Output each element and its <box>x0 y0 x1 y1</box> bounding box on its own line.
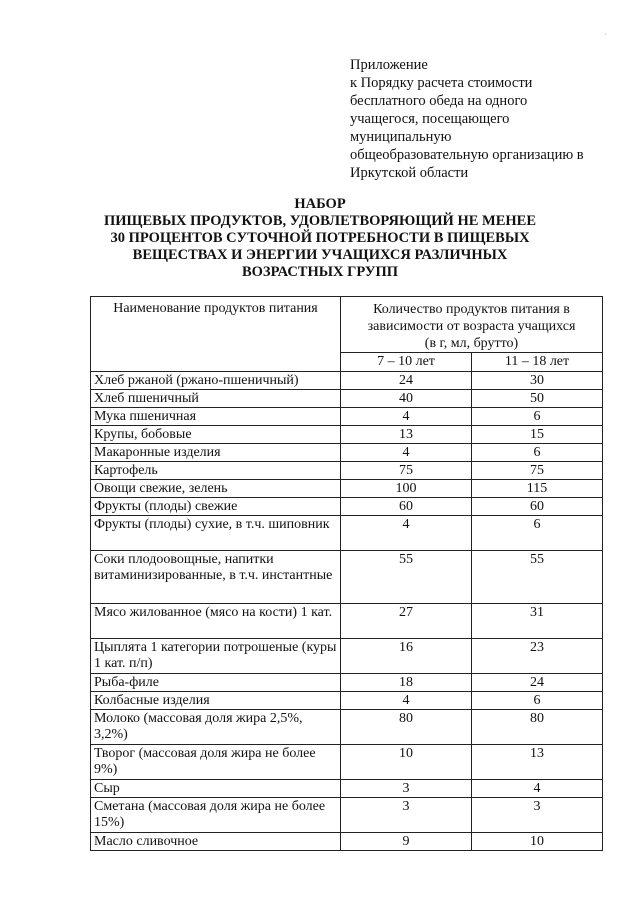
document-title <box>60 196 580 281</box>
product-name-cell: Колбасные изделия <box>91 692 341 710</box>
table-row <box>91 498 603 516</box>
title-line: ВЕЩЕСТВАХ И ЭНЕРГИИ УЧАЩИХСЯ РАЗЛИЧНЫХ <box>132 247 508 263</box>
quantity-11-18-cell: 6 <box>472 692 603 710</box>
quantity-11-18-cell: 6 <box>472 444 603 462</box>
quantity-11-18-cell: 23 <box>472 639 603 674</box>
product-name-cell: Крупы, бобовые <box>91 426 341 444</box>
quantity-7-10-cell: 40 <box>341 390 472 408</box>
table-row <box>91 516 603 551</box>
quantity-7-10-cell: 4 <box>341 408 472 426</box>
quantity-11-18-cell: 10 <box>472 833 603 851</box>
table-row <box>91 780 603 798</box>
product-name-cell: Картофель <box>91 462 341 480</box>
table-row <box>91 604 603 639</box>
table-row <box>91 833 603 851</box>
header-quantity <box>341 297 603 353</box>
title-line: 30 ПРОЦЕНТОВ СУТОЧНОЙ ПОТРЕБНОСТИ В ПИЩЕВЫХ <box>110 230 530 246</box>
product-name-cell: Мясо жилованное (мясо на кости) 1 кат. <box>91 604 341 639</box>
quantity-7-10-cell: 13 <box>341 426 472 444</box>
quantity-7-10-cell: 16 <box>341 639 472 674</box>
appendix-line: учащегося, посещающего <box>350 111 510 127</box>
quantity-7-10-cell: 3 <box>341 780 472 798</box>
table-row <box>91 692 603 710</box>
quantity-11-18-cell: 6 <box>472 408 603 426</box>
quantity-7-10-cell: 4 <box>341 692 472 710</box>
scan-artifact-dot: · <box>604 30 607 39</box>
quantity-11-18-cell: 15 <box>472 426 603 444</box>
product-name-cell: Мука пшеничная <box>91 408 341 426</box>
product-name-cell: Макаронные изделия <box>91 444 341 462</box>
quantity-7-10-cell: 3 <box>341 798 472 833</box>
header-product-name: Наименование продуктов питания <box>91 297 341 372</box>
quantity-11-18-cell: 80 <box>472 710 603 745</box>
product-name-cell: Рыба-филе <box>91 674 341 692</box>
product-name-cell: Хлеб ржаной (ржано-пшеничный) <box>91 372 341 390</box>
quantity-11-18-cell: 3 <box>472 798 603 833</box>
table-row <box>91 444 603 462</box>
quantity-7-10-cell: 18 <box>341 674 472 692</box>
header-age-11-18: 11 – 18 лет <box>472 353 603 372</box>
food-products-table <box>90 296 603 851</box>
quantity-7-10-cell: 9 <box>341 833 472 851</box>
title-line: ПИЩЕВЫХ ПРОДУКТОВ, УДОВЛЕТВОРЯЮЩИЙ НЕ МЕНЕЕ <box>104 213 536 229</box>
table-row <box>91 426 603 444</box>
quantity-7-10-cell: 80 <box>341 710 472 745</box>
header-age-7-10: 7 – 10 лет <box>341 353 472 372</box>
quantity-11-18-cell: 4 <box>472 780 603 798</box>
quantity-11-18-cell: 50 <box>472 390 603 408</box>
quantity-7-10-cell: 100 <box>341 480 472 498</box>
quantity-11-18-cell: 6 <box>472 516 603 551</box>
table-row <box>91 390 603 408</box>
quantity-7-10-cell: 4 <box>341 516 472 551</box>
quantity-11-18-cell: 60 <box>472 498 603 516</box>
product-name-cell: Овощи свежие, зелень <box>91 480 341 498</box>
quantity-7-10-cell: 60 <box>341 498 472 516</box>
quantity-11-18-cell: 75 <box>472 462 603 480</box>
quantity-7-10-cell: 55 <box>341 551 472 604</box>
appendix-line: Иркутской области <box>350 165 469 181</box>
table-row <box>91 462 603 480</box>
table-row <box>91 745 603 780</box>
quantity-7-10-cell: 75 <box>341 462 472 480</box>
table-row <box>91 480 603 498</box>
quantity-7-10-cell: 27 <box>341 604 472 639</box>
table-row <box>91 372 603 390</box>
appendix-line: к Порядку расчета стоимости <box>350 75 533 91</box>
quantity-11-18-cell: 13 <box>472 745 603 780</box>
product-name-cell: Масло сливочное <box>91 833 341 851</box>
appendix-note <box>350 56 620 182</box>
quantity-11-18-cell: 30 <box>472 372 603 390</box>
quantity-7-10-cell: 4 <box>341 444 472 462</box>
table-row <box>91 408 603 426</box>
quantity-11-18-cell: 55 <box>472 551 603 604</box>
table-row <box>91 798 603 833</box>
title-line: НАБОР <box>294 196 346 212</box>
header-quantity-line: зависимости от возраста учащихся <box>367 319 576 334</box>
product-name-cell: Фрукты (плоды) сухие, в т.ч. шиповник <box>91 516 341 551</box>
product-name-cell: Хлеб пшеничный <box>91 390 341 408</box>
appendix-line: Приложение <box>350 57 428 73</box>
table-row <box>91 674 603 692</box>
quantity-11-18-cell: 24 <box>472 674 603 692</box>
product-name-cell: Соки плодоовощные, напитки витаминизированные, в т.ч. инстантные <box>91 551 341 604</box>
quantity-11-18-cell: 115 <box>472 480 603 498</box>
table-row <box>91 639 603 674</box>
product-name-cell: Молоко (массовая доля жира 2,5%, 3,2%) <box>91 710 341 745</box>
header-quantity-line: Количество продуктов питания в <box>373 302 570 317</box>
product-name-cell: Творог (массовая доля жира не более 9%) <box>91 745 341 780</box>
product-name-cell: Фрукты (плоды) свежие <box>91 498 341 516</box>
table-row <box>91 551 603 604</box>
product-name-cell: Цыплята 1 категории потрошеные (куры 1 кат. п/п) <box>91 639 341 674</box>
header-quantity-line: (в г, мл, брутто) <box>424 336 519 351</box>
appendix-line: бесплатного обеда на одного <box>350 93 528 109</box>
appendix-line: муниципальную <box>350 129 452 145</box>
quantity-11-18-cell: 31 <box>472 604 603 639</box>
product-name-cell: Сметана (массовая доля жира не более 15%) <box>91 798 341 833</box>
product-name-cell: Сыр <box>91 780 341 798</box>
quantity-7-10-cell: 24 <box>341 372 472 390</box>
appendix-line: общеобразовательную организацию в <box>350 147 584 163</box>
quantity-7-10-cell: 10 <box>341 745 472 780</box>
table-row <box>91 710 603 745</box>
title-line: ВОЗРАСТНЫХ ГРУПП <box>241 264 399 280</box>
